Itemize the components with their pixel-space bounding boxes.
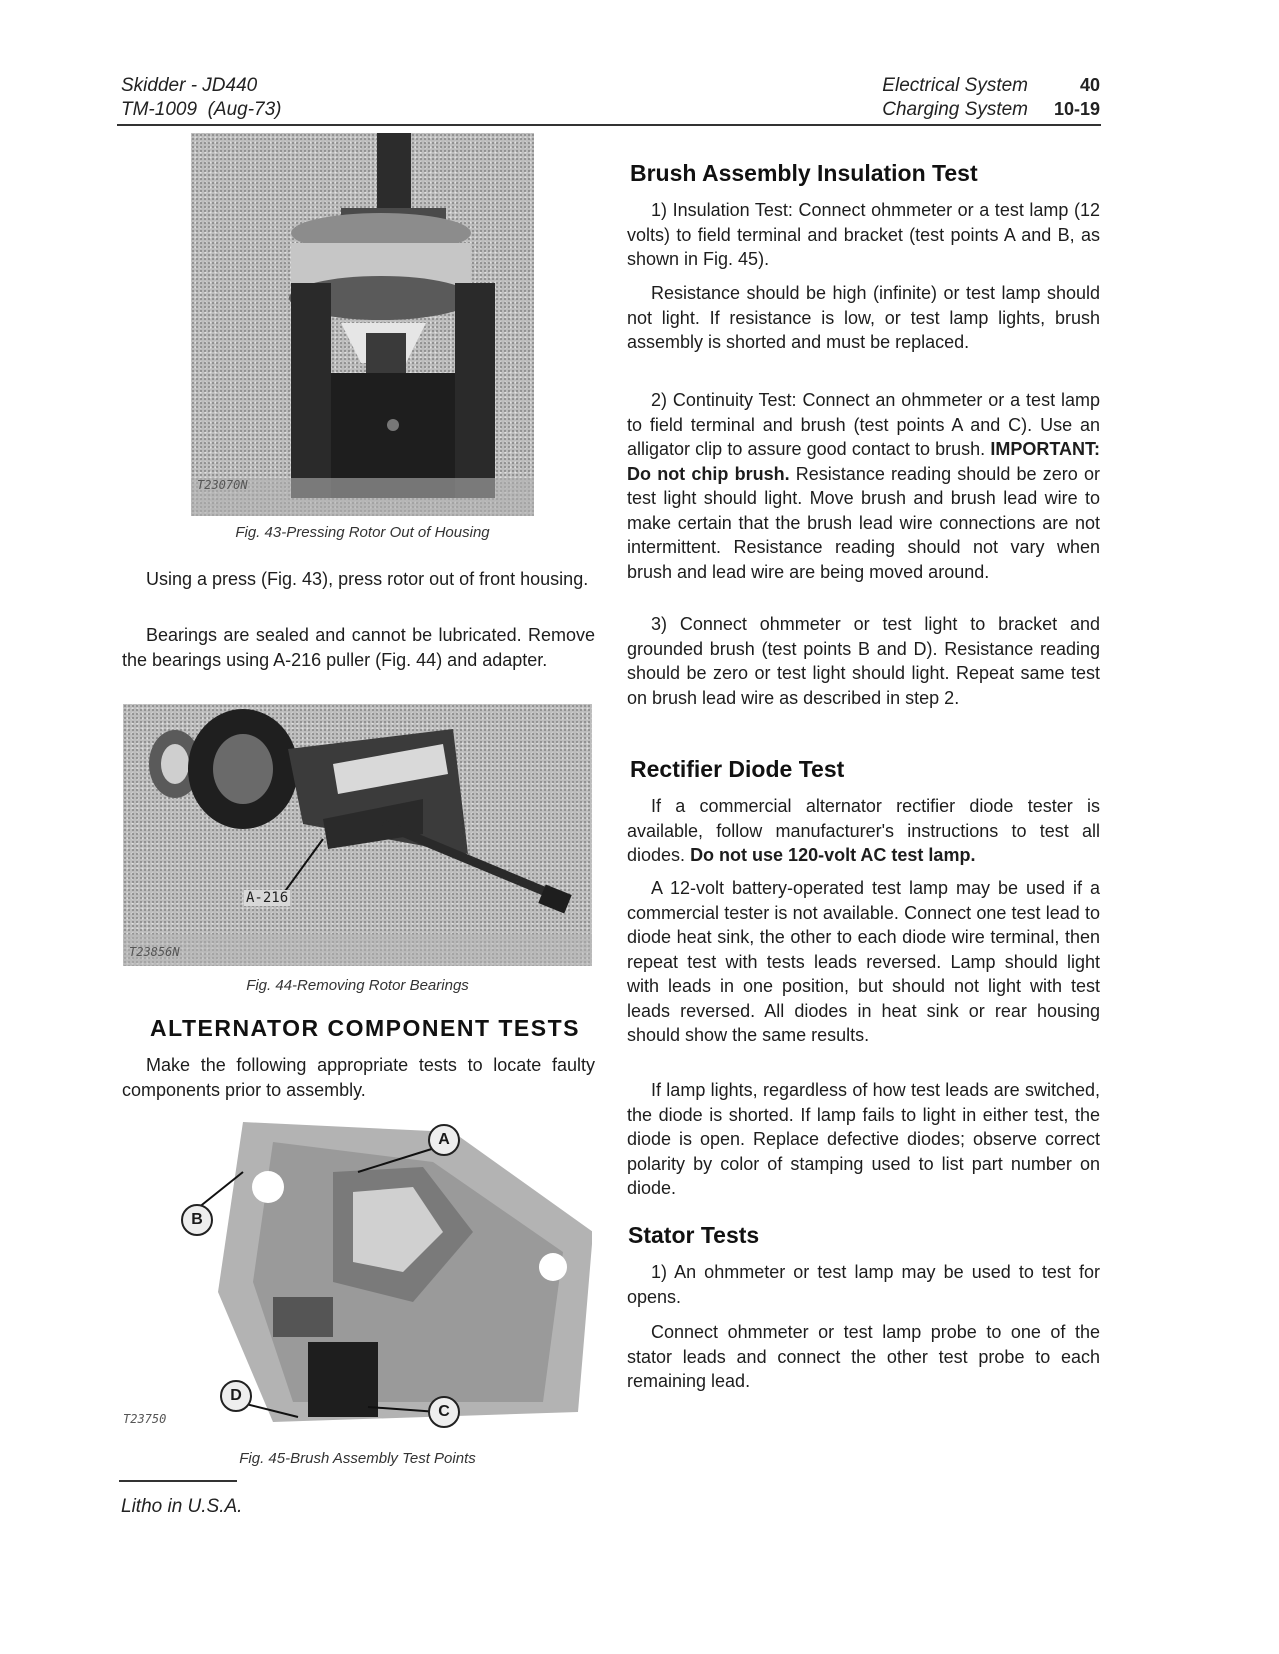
rectifier-paragraph-1	[627, 794, 1100, 868]
page-number: 40	[1079, 75, 1100, 95]
brush-test-resistance	[627, 281, 1100, 355]
section-number: 10-19	[1053, 99, 1100, 119]
figure-45-photo	[123, 1112, 592, 1442]
puller-illustration	[123, 704, 592, 966]
brush-test-step-3-text: 3) Connect ohmmeter or test light to bracket and grounded brush (test points B and D). Resistance reading should be zero or test light should light. Repeat same test on brush lead wire as described in step 2.	[627, 614, 1100, 708]
figure-44-tool-label: A-216	[246, 890, 289, 906]
brush-test-step-2-text-b: Resistance reading should be zero or test light should light. Move brush and brush lead wire to make certain that the brush lead wire connections are not intermittent. Resistance reading should not vary when brush and lead wire are being moved around.	[627, 463, 1100, 582]
brush-test-step-1-text: 1) Insulation Test: Connect ohmmeter or a test lamp (12 volts) to field terminal and bracket (test points A and B, as shown in Fig. 45).	[627, 200, 1100, 269]
test-point-b-marker: B	[181, 1204, 213, 1236]
stator-paragraph-1-text: 1) An ohmmeter or test lamp may be used to test for opens.	[627, 1262, 1100, 1307]
stator-paragraph-2	[627, 1320, 1100, 1394]
header-title: Skidder - JD440	[121, 75, 258, 96]
left-paragraph-3	[122, 1053, 595, 1102]
rectifier-paragraph-2	[627, 876, 1100, 1048]
left-paragraph-3-text: Make the following appropriate tests to locate faulty components prior to assembly.	[122, 1055, 595, 1100]
figure-44-photo	[123, 704, 592, 966]
rectifier-paragraph-2-text: A 12-volt battery-operated test lamp may be used if a commercial tester is not available. Connect one test lead to diode heat sink, the other to each diode wire terminal, then repeat test with tests leads reversed. Lamp should light with leads in one position, but should not light with test leads reversed. All diodes in heat sink or rear housing should show the same results.	[627, 878, 1100, 1045]
figure-45-id: T23750	[123, 1412, 167, 1426]
figure-43-id: T23070N	[197, 478, 248, 492]
test-point-a-marker: A	[428, 1124, 460, 1156]
press-illustration	[191, 133, 534, 516]
test-point-c-marker: C	[428, 1396, 460, 1428]
figure-44-id: T23856N	[129, 945, 180, 959]
left-paragraph-1	[122, 567, 595, 592]
rectifier-test-heading: Rectifier Diode Test	[630, 756, 845, 782]
brush-test-resistance-text: Resistance should be high (infinite) or test lamp should not light. If resistance is low, or test lamp lights, brush assembly is shorted and must be replaced.	[627, 283, 1100, 352]
header-rule	[117, 124, 1101, 126]
header-manual-id: TM-1009 (Aug-73)	[121, 99, 282, 120]
rectifier-paragraph-1-text: If a commercial alternator rectifier diode tester is available, follow manufacturer's instructions to test all diodes.	[627, 796, 1100, 865]
left-paragraph-2	[122, 623, 595, 672]
figure-45-caption: Fig. 45-Brush Assembly Test Points	[239, 1450, 476, 1467]
important-note: IMPORTANT: Do not chip brush.	[627, 439, 1100, 484]
stator-tests-heading: Stator Tests	[628, 1222, 760, 1248]
brush-test-step-1	[627, 198, 1100, 272]
brush-test-step-3	[627, 612, 1100, 710]
header-subsection: Charging System	[882, 99, 1028, 120]
brush-test-heading: Brush Assembly Insulation Test	[630, 160, 978, 186]
rectifier-warning: Do not use 120-volt AC test lamp.	[690, 845, 976, 865]
stator-paragraph-1	[627, 1260, 1100, 1309]
header-section: Electrical System	[882, 75, 1028, 96]
left-paragraph-2-text: Bearings are sealed and cannot be lubricated. Remove the bearings using A-216 puller (Fig. 44) and adapter.	[122, 625, 595, 670]
alternator-tests-heading: ALTERNATOR COMPONENT TESTS	[150, 1015, 580, 1041]
rectifier-paragraph-3-text: If lamp lights, regardless of how test leads are switched, the diode is shorted. If lamp fails to light in either test, the diode is open. Replace defective diodes; observe correct polarity by color of stamping used to list part number on diode.	[627, 1080, 1100, 1198]
brush-test-step-2	[627, 388, 1100, 584]
rectifier-paragraph-3	[627, 1078, 1100, 1201]
figure-43-caption: Fig. 43-Pressing Rotor Out of Housing	[235, 524, 490, 541]
left-paragraph-1-text: Using a press (Fig. 43), press rotor out of front housing.	[146, 569, 589, 589]
footer-litho: Litho in U.S.A.	[121, 1496, 243, 1517]
brush-assembly-illustration	[123, 1112, 592, 1442]
footer-rule	[119, 1480, 237, 1482]
brush-test-step-2-text-a: 2) Continuity Test: Connect an ohmmeter or a test lamp to field terminal and brush (test points A and C). Use an alligator clip to assure good contact to brush.	[627, 390, 1100, 459]
test-point-d-marker: D	[220, 1380, 252, 1412]
figure-44-caption: Fig. 44-Removing Rotor Bearings	[246, 977, 469, 994]
figure-43-photo	[191, 133, 534, 516]
stator-paragraph-2-text: Connect ohmmeter or test lamp probe to one of the stator leads and connect the other test probe to each remaining lead.	[627, 1322, 1100, 1391]
